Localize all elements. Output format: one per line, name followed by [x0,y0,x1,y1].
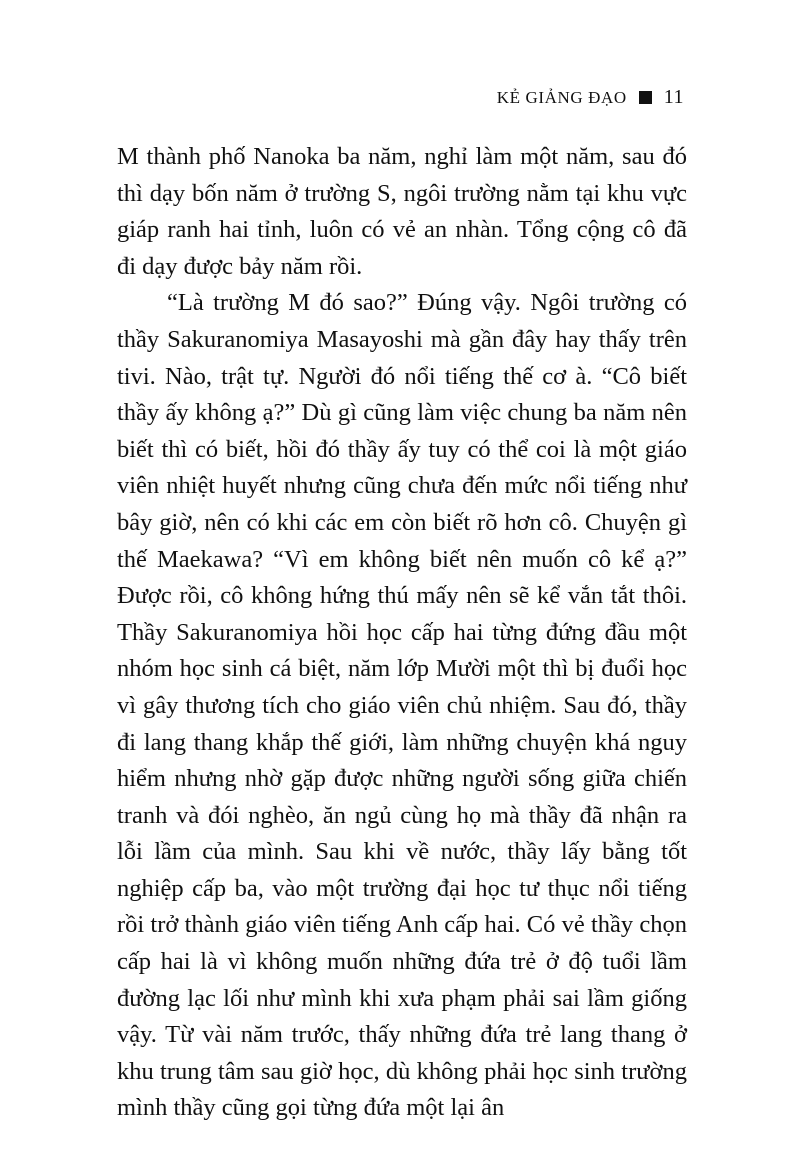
running-header [497,86,684,109]
paragraph-2: “Là trường M đó sao?” Đúng vậy. Ngôi trường có thầy Sakuranomiya Masayoshi mà gần đây hay thấy trên tivi. Nào, trật tự. Người đó nổi tiếng thế cơ à. “Cô biết thầy ấy không ạ?” Dù gì cũng làm việc chung ba năm nên biết thì có biết, hồi đó thầy ấy tuy có thể coi là một giáo viên nhiệt huyết nhưng cũng chưa đến mức nổi tiếng như bây giờ, nên có khi các em còn biết rõ hơn cô. Chuyện gì thế Maekawa? “Vì em không biết nên muốn cô kể ạ?” Được rồi, cô không hứng thú mấy nên sẽ kể vắn tắt thôi. Thầy Sakuranomiya hồi học cấp hai từng đứng đầu một nhóm học sinh cá biệt, năm lớp Mười một thì bị đuổi học vì gây thương tích cho giáo viên chủ nhiệm. Sau đó, thầy đi lang thang khắp thế giới, làm những chuyện khá nguy hiểm nhưng nhờ gặp được những người sống giữa chiến tranh và đói nghèo, ăn ngủ cùng họ mà thầy đã nhận ra lỗi lầm của mình. Sau khi về nước, thầy lấy bằng tốt nghiệp cấp ba, vào một trường đại học tư thục nổi tiếng rồi trở thành giáo viên tiếng Anh cấp hai. Có vẻ thầy chọn cấp hai là vì không muốn những đứa trẻ ở độ tuổi lầm đường lạc lối như mình khi xưa phạm phải sai lầm giống vậy. Từ vài năm trước, thấy những đứa trẻ lang thang ở khu trung tâm sau giờ học, dù không phải học sinh trường mình thầy cũng gọi từng đứa một lại ân [117,289,687,1122]
square-bullet-icon [639,91,652,104]
body-text [117,139,687,1127]
paragraph-1: M thành phố Nanoka ba năm, nghỉ làm một năm, sau đó thì dạy bốn năm ở trường S, ngôi trường nằm tại khu vực giáp ranh hai tỉnh, luôn có vẻ an nhàn. Tổng cộng cô đã đi dạy được bảy năm rồi. [117,143,687,280]
chapter-title: KẺ GIẢNG ĐẠO [496,87,627,107]
page-number: 11 [663,86,684,108]
